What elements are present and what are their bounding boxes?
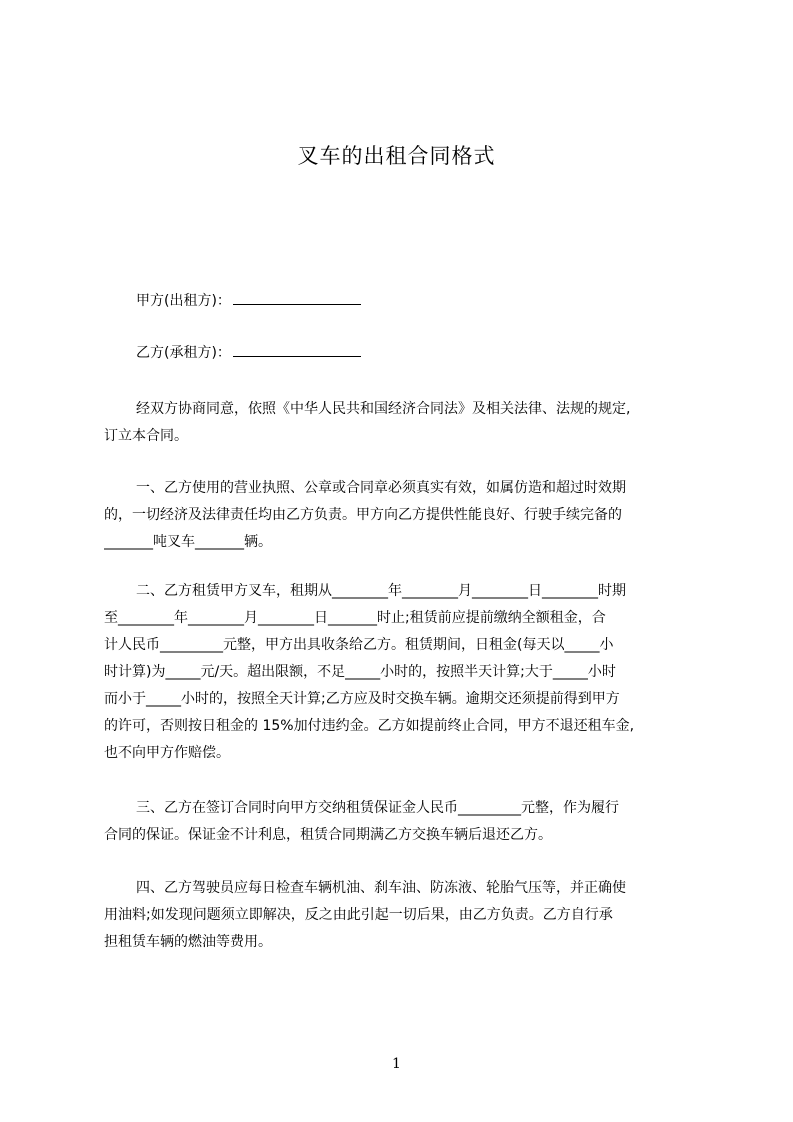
clause-4-paragraph [104, 875, 700, 956]
clause-4-line: 用油料;如发现问题须立即解决，反之由此引起一切后果，由乙方负责。乙方自行承 [104, 907, 613, 923]
party-a-blank [233, 292, 361, 305]
clause-4-line: 担租赁车辆的燃油等费用。 [104, 934, 272, 950]
clause-3-line: 合同的保证。保证金不计利息，租赁合同期满乙方交换车辆后退还乙方。 [104, 827, 552, 843]
clause-2-line: 也不向甲方作赔偿。 [104, 745, 230, 761]
clause-1-line: 一、乙方使用的营业执照、公章或合同章必须真实有效，如属仿造和超过时效期 [136, 480, 626, 496]
clause-3-paragraph [104, 795, 700, 849]
intro-line: 经双方协商同意，依照《中华人民共和国经济合同法》及相关法律、法规的规定, [136, 401, 631, 417]
clause-2-line: 的许可，否则按日租金的 15%加付违约金。乙方如提前终止合同，甲方不退还租车金, [104, 718, 635, 734]
clause-2-paragraph [104, 578, 700, 767]
page-number: 1 [392, 1056, 401, 1072]
clause-1-line: 的，一切经济及法律责任均由乙方负责。甲方向乙方提供性能良好、行驶手续完备的 [104, 507, 622, 523]
clause-1-line: _______吨叉车_______辆。 [104, 534, 272, 550]
clause-3-line: 三、乙方在签订合同时向甲方交纳租赁保证金人民币_________元整，作为履行 [136, 800, 619, 816]
intro-line: 订立本合同。 [104, 428, 188, 444]
intro-paragraph [104, 396, 700, 450]
party-b-line [136, 343, 361, 363]
document-title: 叉车的出租合同格式 [297, 144, 496, 168]
clause-4-line: 四、乙方驾驶员应每日检查车辆机油、刹车油、防冻液、轮胎气压等，并正确使 [136, 880, 626, 896]
clause-2-line: 时计算)为_____元/天。超出限额，不足_____小时的，按照半天计算;大于_____小时 [104, 664, 616, 680]
clause-2-line: 而小于_____小时的，按照全天计算;乙方应及时交换车辆。逾期交还须提前得到甲方 [104, 691, 620, 707]
clause-1-paragraph [104, 475, 700, 556]
clause-2-line: 二、乙方租赁甲方叉车，租期从________年________月________日________时期 [136, 583, 626, 599]
party-a-line [136, 291, 361, 311]
party-b-blank [233, 344, 361, 357]
clause-2-line: 计人民币_________元整，甲方出具收条给乙方。租赁期间，日租金(每天以_____小 [104, 637, 614, 653]
party-b-label: 乙方(承租方)： [136, 345, 231, 361]
clause-2-line: 至________年________月________日_______时止;租赁前应提前缴纳全额租金，合 [104, 610, 606, 626]
party-a-label: 甲方(出租方)： [136, 293, 231, 309]
